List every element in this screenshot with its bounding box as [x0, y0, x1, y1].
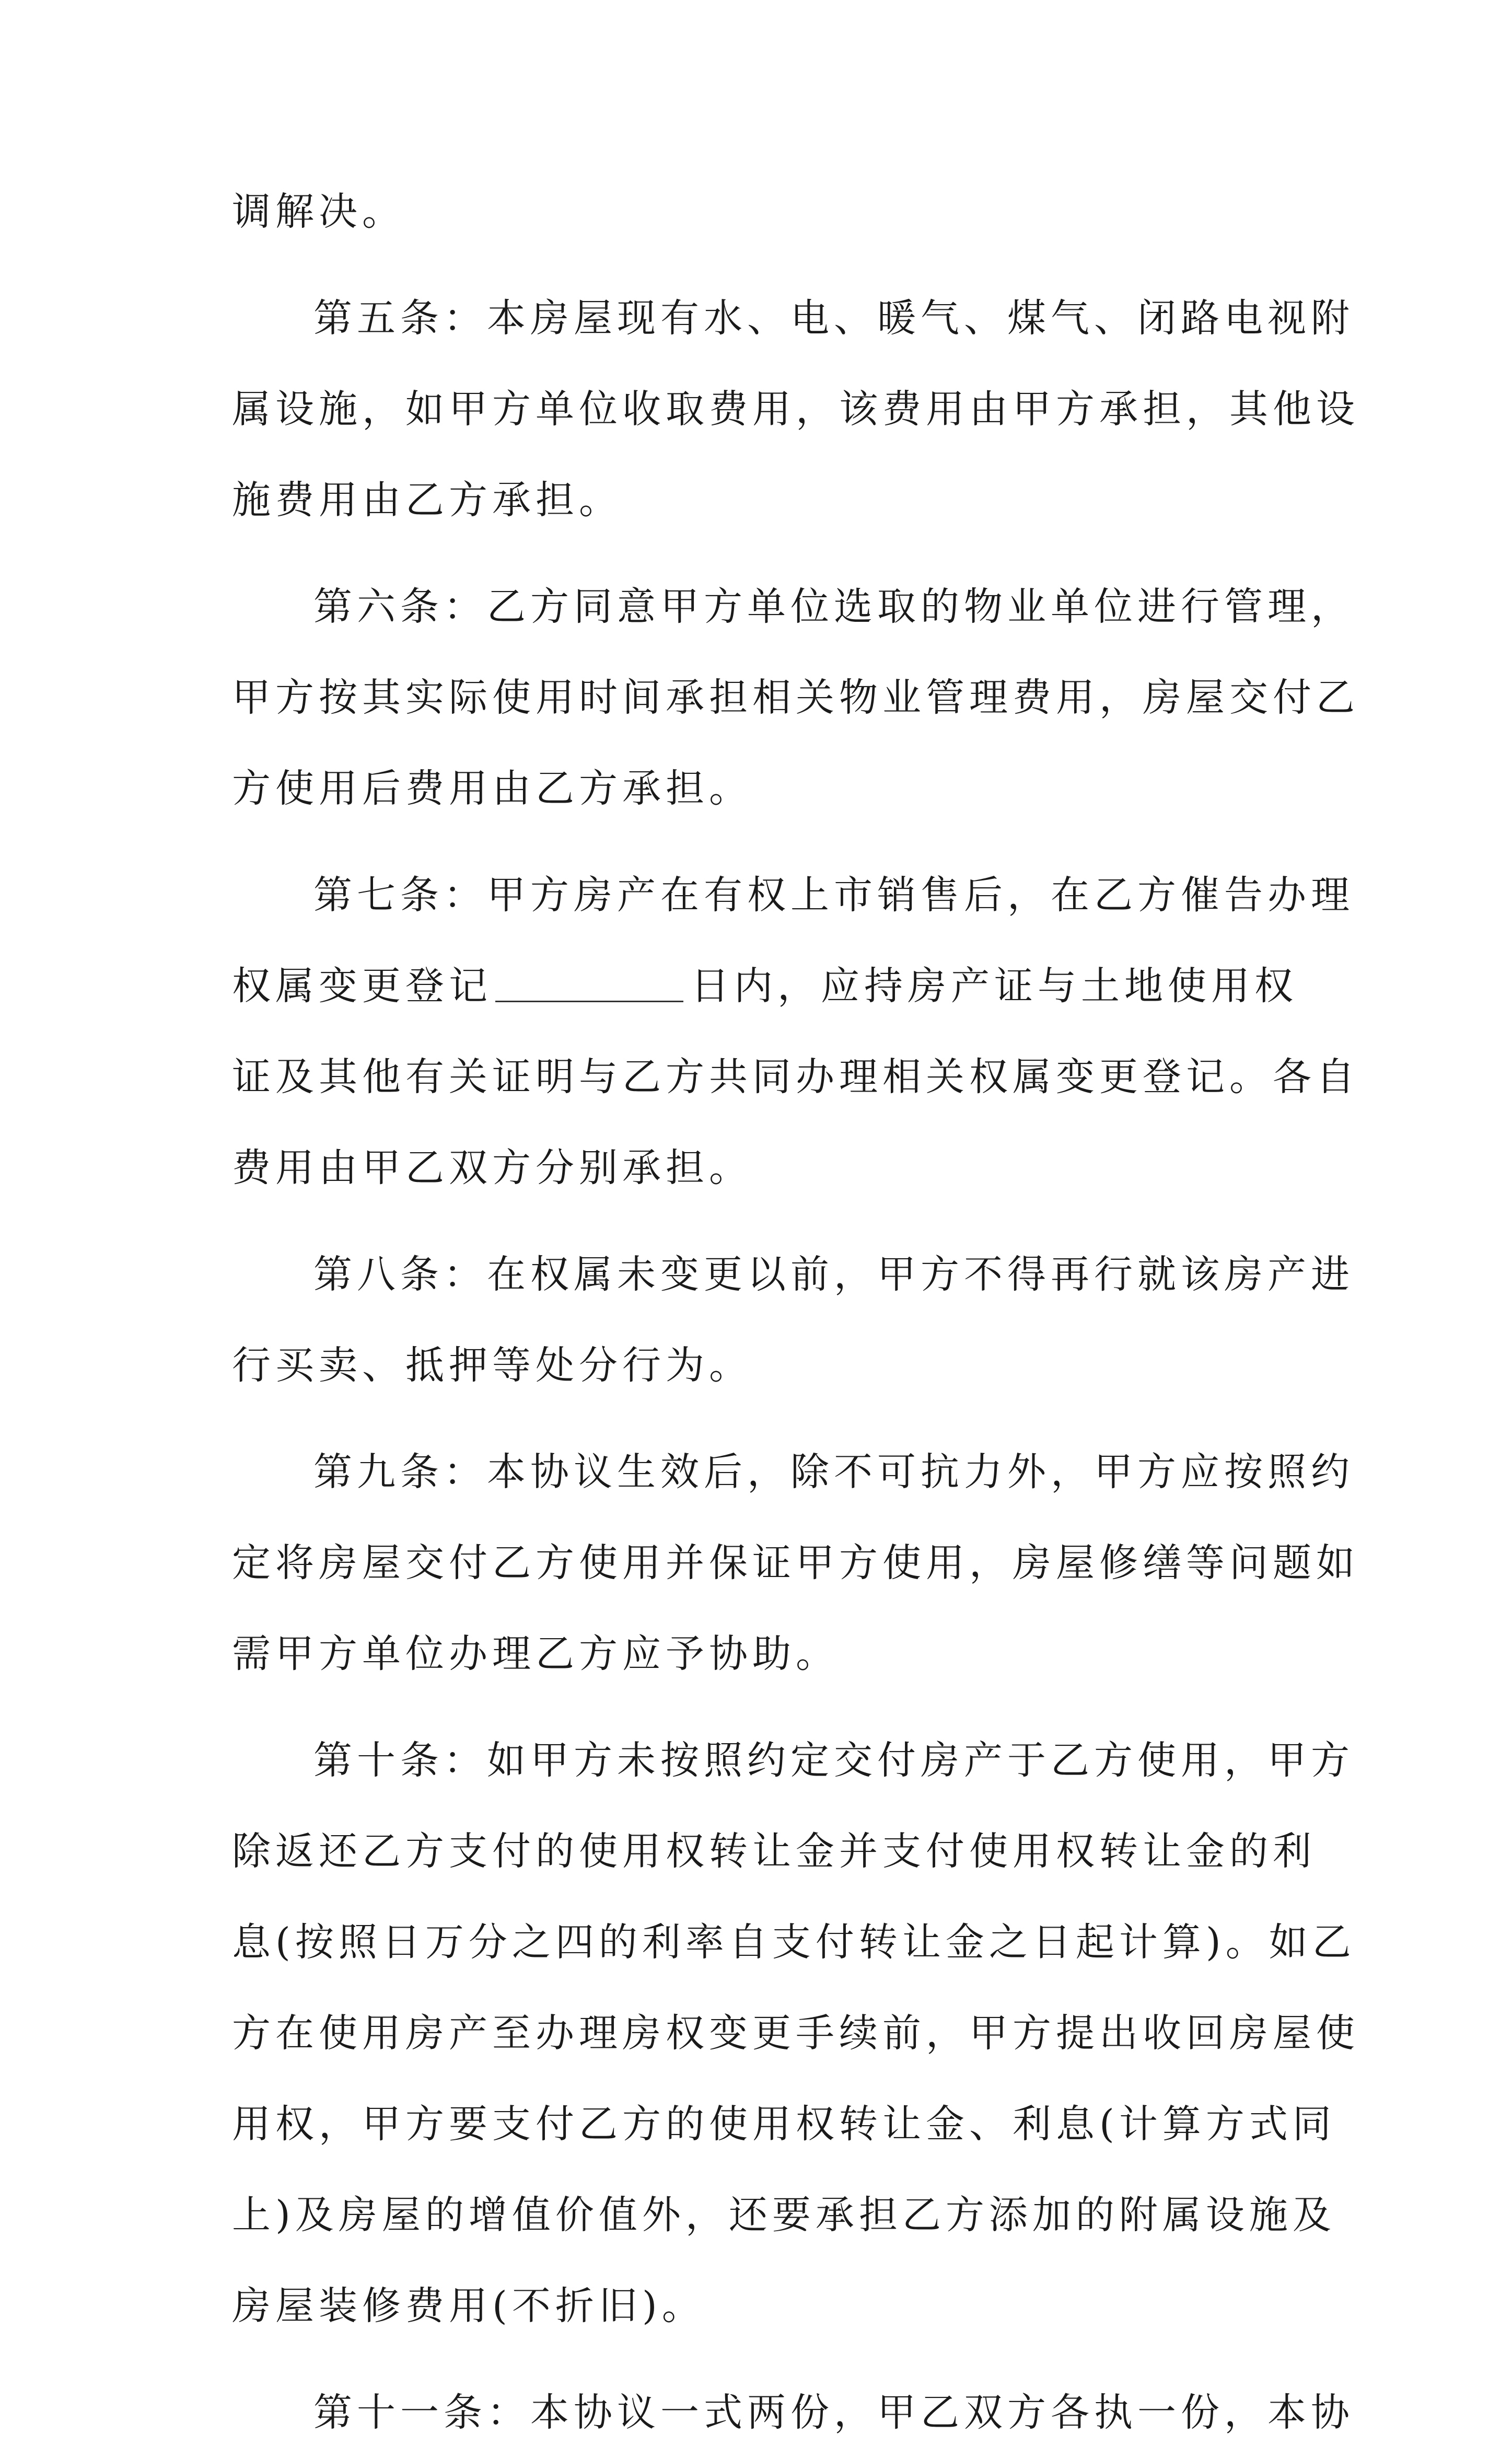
text-line: 息(按照日万分之四的利率自支付转让金之日起计算)。如乙: [232, 1920, 1356, 1965]
clause-10-heading-line: 第十条：如甲方未按照约定交付房产于乙方使用，甲方: [313, 1738, 1354, 1783]
text-segment: 权属变更登记: [232, 964, 492, 1008]
text-line: 房屋装修费用(不折旧)。: [232, 2283, 705, 2328]
text-line: 方使用后费用由乙方承担。: [232, 766, 752, 811]
text-line: 甲方按其实际使用时间承担相关物业管理费用，房屋交付乙: [232, 675, 1359, 720]
text-line: 证及其他有关证明与乙方共同办理相关权属变更登记。各自: [232, 1054, 1359, 1099]
text-segment: 日内，应持房产证与土地使用权: [691, 964, 1298, 1008]
text-line: 用权，甲方要支付乙方的使用权转让金、利息(计算方式同: [232, 2102, 1336, 2147]
text-line: 费用由甲乙双方分别承担。: [232, 1145, 752, 1190]
clause-8-heading-line: 第八条：在权属未变更以前，甲方不得再行就该房产进: [313, 1252, 1354, 1297]
clause-5-heading-line: 第五条：本房屋现有水、电、暖气、煤气、闭路电视附: [313, 296, 1354, 341]
text-line: 行买卖、抵押等处分行为。: [232, 1343, 752, 1388]
clause-6-heading-line: 第六条：乙方同意甲方单位选取的物业单位进行管理，: [313, 584, 1354, 629]
clause-7-heading-line: 第七条：甲方房产在有权上市销售后，在乙方催告办理: [313, 873, 1354, 918]
text-line: 施费用由乙方承担。: [232, 478, 622, 523]
text-line: 需甲方单位办理乙方应予协助。: [232, 1631, 839, 1676]
text-line: 方在使用房产至办理房权变更手续前，甲方提出收回房屋使: [232, 2011, 1359, 2056]
text-line: 定将房屋交付乙方使用并保证甲方使用，房屋修缮等问题如: [232, 1540, 1359, 1585]
fill-in-blank[interactable]: [495, 962, 683, 1002]
text-line: 除返还乙方支付的使用权转让金并支付使用权转让金的利: [232, 1829, 1316, 1874]
text-line: 上)及房屋的增值价值外，还要承担乙方添加的附属设施及: [232, 2193, 1336, 2237]
clause-11-heading-line: 第十一条：本协议一式两份，甲乙双方各执一份，本协: [313, 2390, 1354, 2435]
text-line-with-blank: [232, 941, 1298, 1031]
text-line: 调解决。: [232, 189, 405, 234]
agreement-text: [232, 166, 1359, 2458]
text-line: 属设施，如甲方单位收取费用，该费用由甲方承担，其他设: [232, 387, 1359, 432]
clause-9-heading-line: 第九条：本协议生效后，除不可抗力外，甲方应按照约: [313, 1450, 1354, 1494]
